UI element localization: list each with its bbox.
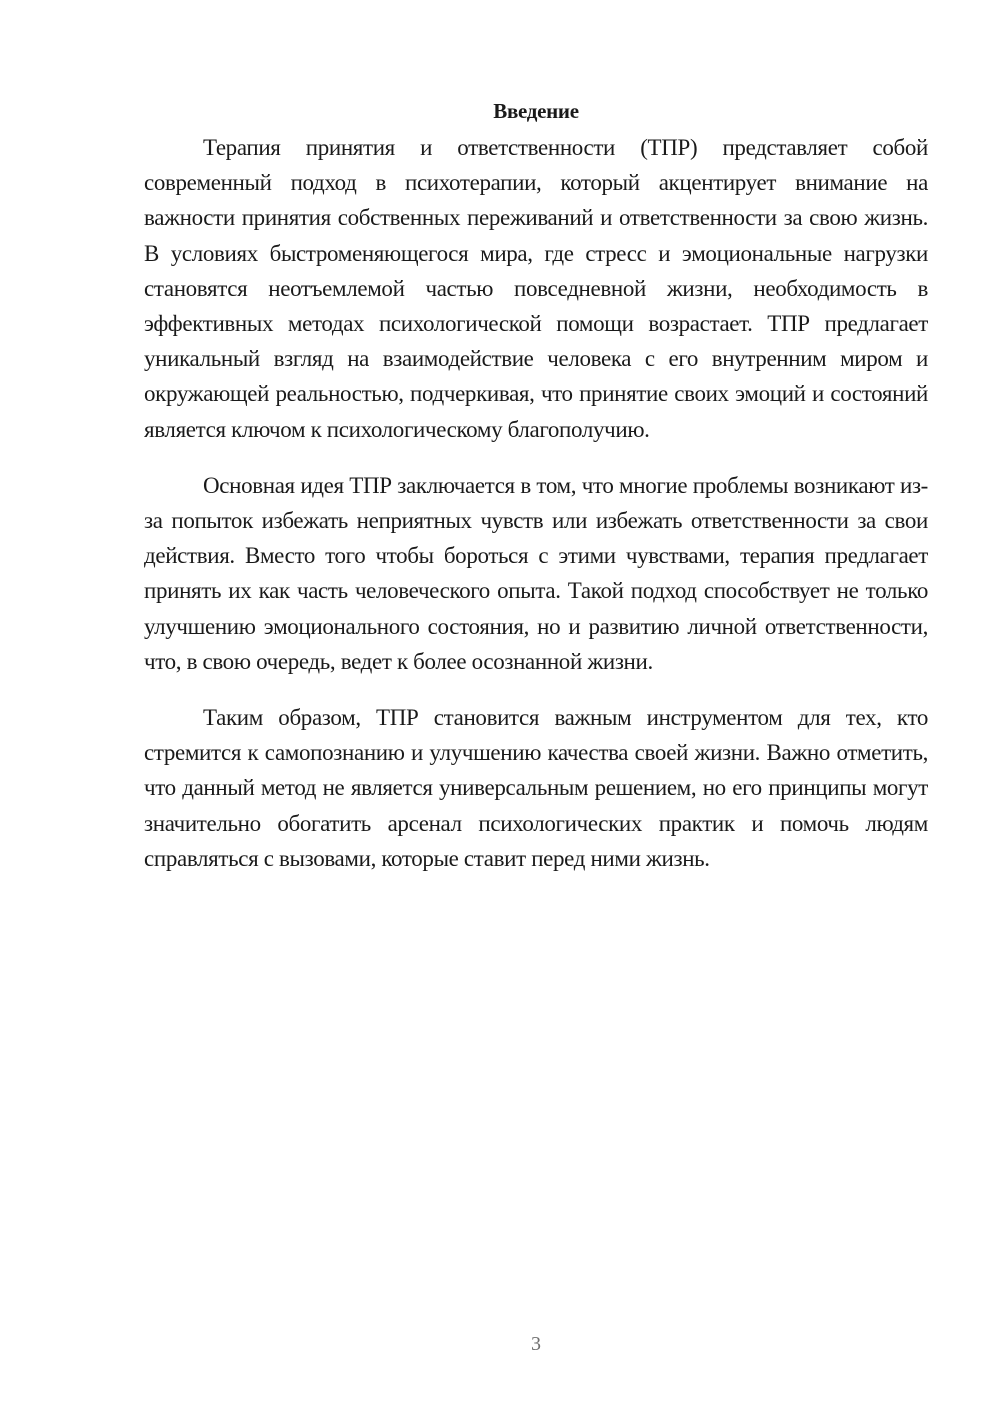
document-page bbox=[144, 94, 928, 897]
paragraph-3: Таким образом, ТПР становится важным инструментом для тех, кто стремится к самопознанию и улучшению качества своей жизни. Важно отметить, что данный метод не является универсальным решением, но его принципы могут значительно обогатить арсенал психологических практик и помочь людям справляться с вызовами, которые ставит перед ними жизнь. bbox=[144, 705, 928, 871]
page-number: 3 bbox=[531, 1333, 541, 1355]
paragraph-2: Основная идея ТПР заключается в том, что многие проблемы возникают из-за попыток избежать неприятных чувств или избежать ответственности за свои действия. Вместо того чтобы бороться с этими чувствами, терапия предлагает принять их как часть человеческого опыта. Такой подход способствует не только улучшению эмоционального состояния, но и развитию личной ответственности, что, в свою очередь, ведет к более осознанной жизни. bbox=[144, 472, 928, 674]
paragraph-1: Терапия принятия и ответственности (ТПР) представляет собой современный подход в психотерапии, который акцентирует внимание на важности принятия собственных переживаний и ответственности за свою жизнь. В условиях быстроменяющегося мира, где стресс и эмоциональные нагрузки становятся неотъемлемой частью повседневной жизни, необходимость в эффективных методах психологической помощи возрастает. ТПР предлагает уникальный взгляд на взаимодействие человека с его внутренним миром и окружающей реальностью, подчеркивая, что принятие своих эмоций и состояний является ключом к психологическому благополучию. bbox=[144, 135, 928, 442]
section-heading: Введение bbox=[493, 99, 579, 123]
